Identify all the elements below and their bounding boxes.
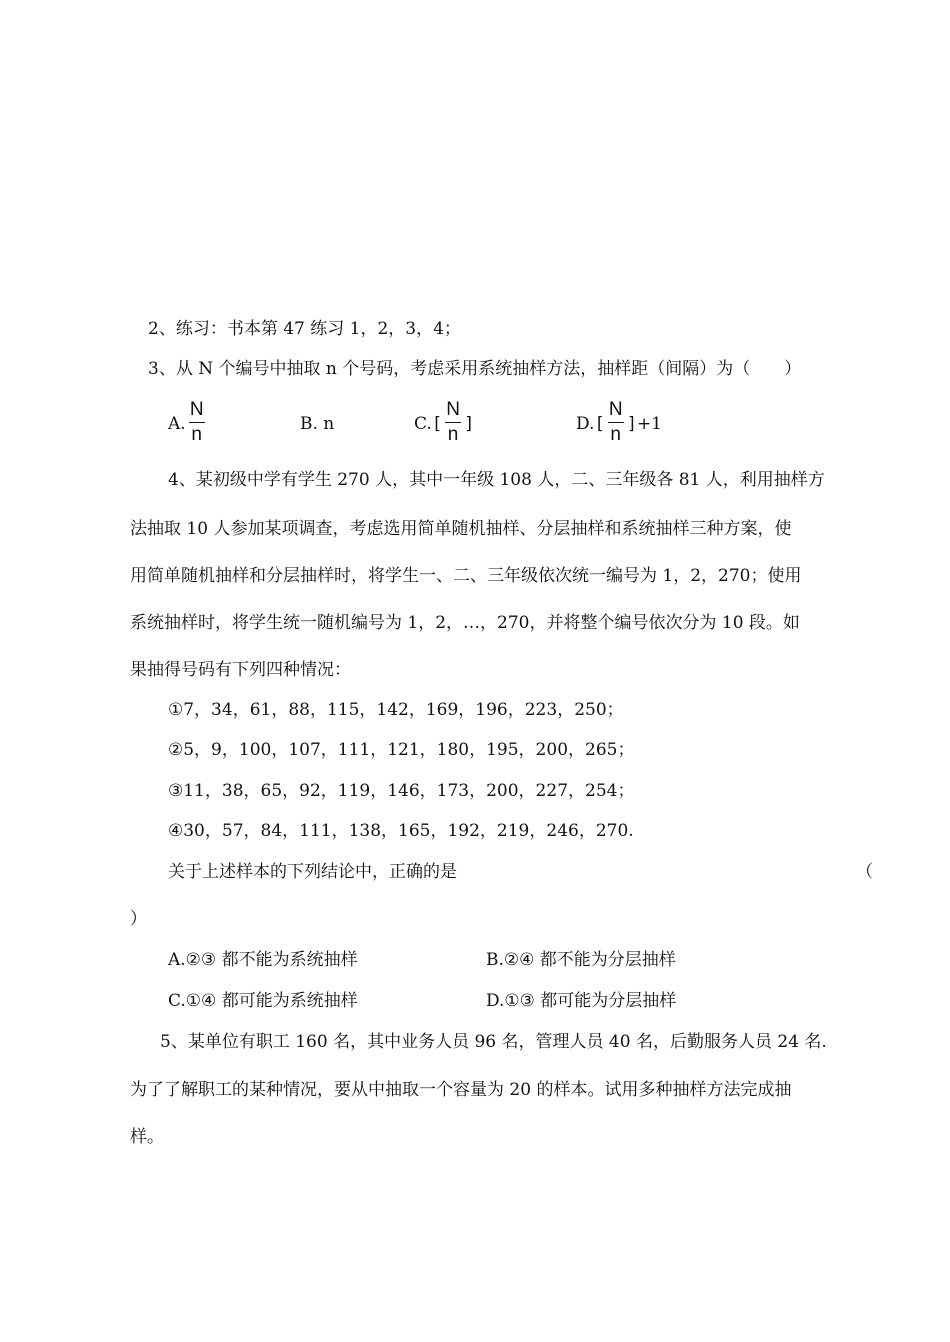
q3-option-c — [414, 398, 474, 450]
right-bracket: ] — [626, 414, 637, 434]
fraction-bar — [445, 422, 461, 423]
q4-option-b: B.②④ 都不能为分层抽样 — [486, 950, 676, 970]
q5-line-3: 样。 — [130, 1127, 164, 1147]
plus-one: +1 — [636, 414, 662, 434]
q4-option-a: A.②③ 都不能为系统抽样 — [168, 950, 358, 970]
left-bracket: [ — [431, 414, 443, 434]
q5-line-1: 5、某单位有职工 160 名，其中业务人员 96 名，管理人员 40 名，后勤服务人员 24 名. — [160, 1032, 827, 1052]
q4-case-2: ②5，9，100，107，111，121，180，195，200，265； — [168, 740, 635, 760]
q3-option-a-label: A. — [168, 414, 186, 434]
q4-option-c: C.①④ 都可能为系统抽样 — [168, 991, 358, 1011]
q4-case-4: ④30，57，84，111，138，165，192，219，246，270. — [168, 821, 634, 841]
answer-paren-open: （ — [856, 862, 873, 882]
right-bracket: ] — [464, 414, 475, 434]
q4-line-3: 用简单随机抽样和分层抽样时，将学生一、二、三年级依次统一编号为 1，2，270；使用 — [130, 566, 802, 586]
fraction-n-over-n — [445, 400, 461, 445]
q4-case-3: ③11，38，65，92，119，146，173，200，227，254； — [168, 781, 635, 801]
q3-option-c-label: C. — [414, 414, 432, 434]
q4-question: 关于上述样本的下列结论中，正确的是 — [168, 862, 457, 882]
q3-option-b — [300, 398, 334, 450]
q4-line-4: 系统抽样时，将学生统一随机编号为 1，2，…，270，并将整个编号依次分为 10 段。如 — [130, 613, 800, 633]
q3-option-a — [168, 398, 208, 450]
q4-line-5: 果抽得号码有下列四种情况： — [130, 660, 351, 680]
fraction-n-over-n — [608, 400, 624, 445]
left-bracket: [ — [594, 414, 605, 434]
q4-case-1: ①7，34，61，88，115，142，169，196，223，250； — [168, 700, 624, 720]
q4-option-d: D.①③ 都可能为分层抽样 — [486, 991, 677, 1011]
fraction-denominator: n — [447, 423, 459, 445]
q5-line-2: 为了了解职工的某种情况，要从中抽取一个容量为 20 的样本。试用多种抽样方法完成抽 — [130, 1080, 792, 1100]
fraction-bar — [608, 422, 624, 423]
q3-option-d-label: D. — [576, 414, 595, 434]
fraction-numerator: N — [608, 398, 623, 420]
exercise-2: 2、练习：书本第 47 练习 1，2，3，4； — [148, 319, 461, 339]
answer-paren-close: ） — [130, 909, 147, 929]
fraction-denominator: n — [191, 423, 202, 445]
fraction-bar — [189, 422, 205, 423]
q3-option-d — [576, 398, 662, 450]
q3-option-b-label: B. n — [300, 414, 335, 434]
question-3-stem: 3、从 N 个编号中抽取 n 个号码，考虑采用系统抽样方法，抽样距（间隔）为（ ） — [148, 359, 802, 379]
fraction-numerator: N — [189, 398, 204, 420]
fraction-n-over-n — [189, 400, 205, 445]
q4-line-2: 法抽取 10 人参加某项调查，考虑选用简单随机抽样、分层抽样和系统抽样三种方案，使 — [130, 519, 792, 539]
fraction-denominator: n — [610, 423, 621, 445]
q4-line-1: 4、某初级中学有学生 270 人，其中一年级 108 人，二、三年级各 81 人，利用抽样方 — [168, 470, 825, 490]
fraction-numerator: N — [446, 398, 460, 420]
